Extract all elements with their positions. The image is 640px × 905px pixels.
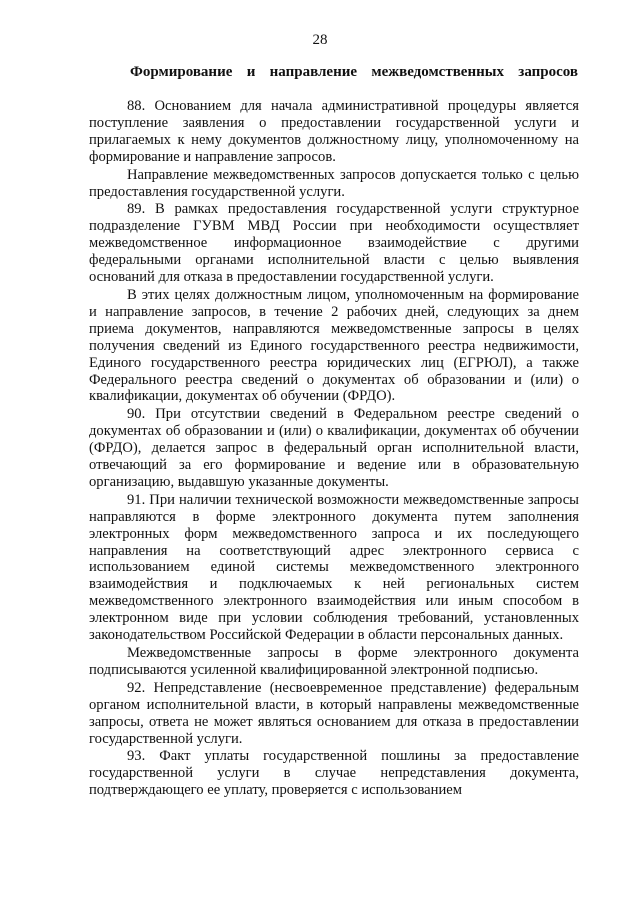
paragraph-89-continuation: В этих целях должностным лицом, уполномоченным на формирование и направление запросов, в течение 2 рабочих дней, следующих за днем приема документов, направляются межведомственные запросы в целях получения сведений из Единого государственного реестра недвижимости, Единого государственного реестра юридических лиц (ЕГРЮЛ), а также Федерального реестра сведений о документах об образовании и (или) о квалификации, документах об обучении (ФРДО). (89, 286, 579, 405)
paragraph-91: 91. При наличии технической возможности межведомственные запросы направляются в форме электронного документа путем заполнения электронных форм межведомственного запроса и их последующего направления на соответствующий адрес электронного сервиса с использованием единой системы межведомственного электронного взаимодействия и подключаемых к ней региональных систем межведомственного электронного взаимодействия или иным способом в электронном виде при условии соблюдения требований, установленных законодательством Российской Федерации в области персональных данных. (89, 491, 579, 644)
section-heading: Формирование и направление межведомственных запросов (130, 64, 578, 80)
paragraph-88: 88. Основанием для начала административной процедуры является поступление заявления о предоставлении государственной услуги и прилагаемых к нему документов должностному лицу, уполномоченному на формирование и направление запросов. (89, 98, 579, 165)
paragraph-90: 90. При отсутствии сведений в Федеральном реестре сведений о документах об образовании и (или) о квалификации, документах об обучении (ФРДО), делается запрос в федеральный орган исполнительной власти, отвечающий за его формирование и ведение или в образовательную организацию, выдавшую указанные документы. (89, 406, 579, 490)
paragraph-89: 89. В рамках предоставления государственной услуги структурное подразделение ГУВМ МВД России при необходимости осуществляет межведомственное информационное взаимодействие с другими федеральными органами исполнительной власти с целью выявления оснований для отказа в предоставлении государственной услуги. (89, 201, 579, 286)
page-number: 28 (312, 32, 328, 48)
paragraph-91-continuation: Межведомственные запросы в форме электронного документа подписываются усиленной квалифицированной электронной подписью. (89, 645, 579, 678)
paragraph-92: 92. Непредставление (несвоевременное представление) федеральным органом исполнительной власти, в который направлены межведомственные запросы, ответа не может являться основанием для отказа в предоставлении государственной услуги. (89, 679, 579, 747)
body-text (89, 98, 579, 799)
paragraph-93: 93. Факт уплаты государственной пошлины за предоставление государственной услуги в случае непредставления документа, подтверждающего ее уплату, проверяется с использованием (89, 748, 579, 799)
paragraph-88-continuation: Направление межведомственных запросов допускается только с целью предоставления государственной услуги. (89, 166, 579, 200)
